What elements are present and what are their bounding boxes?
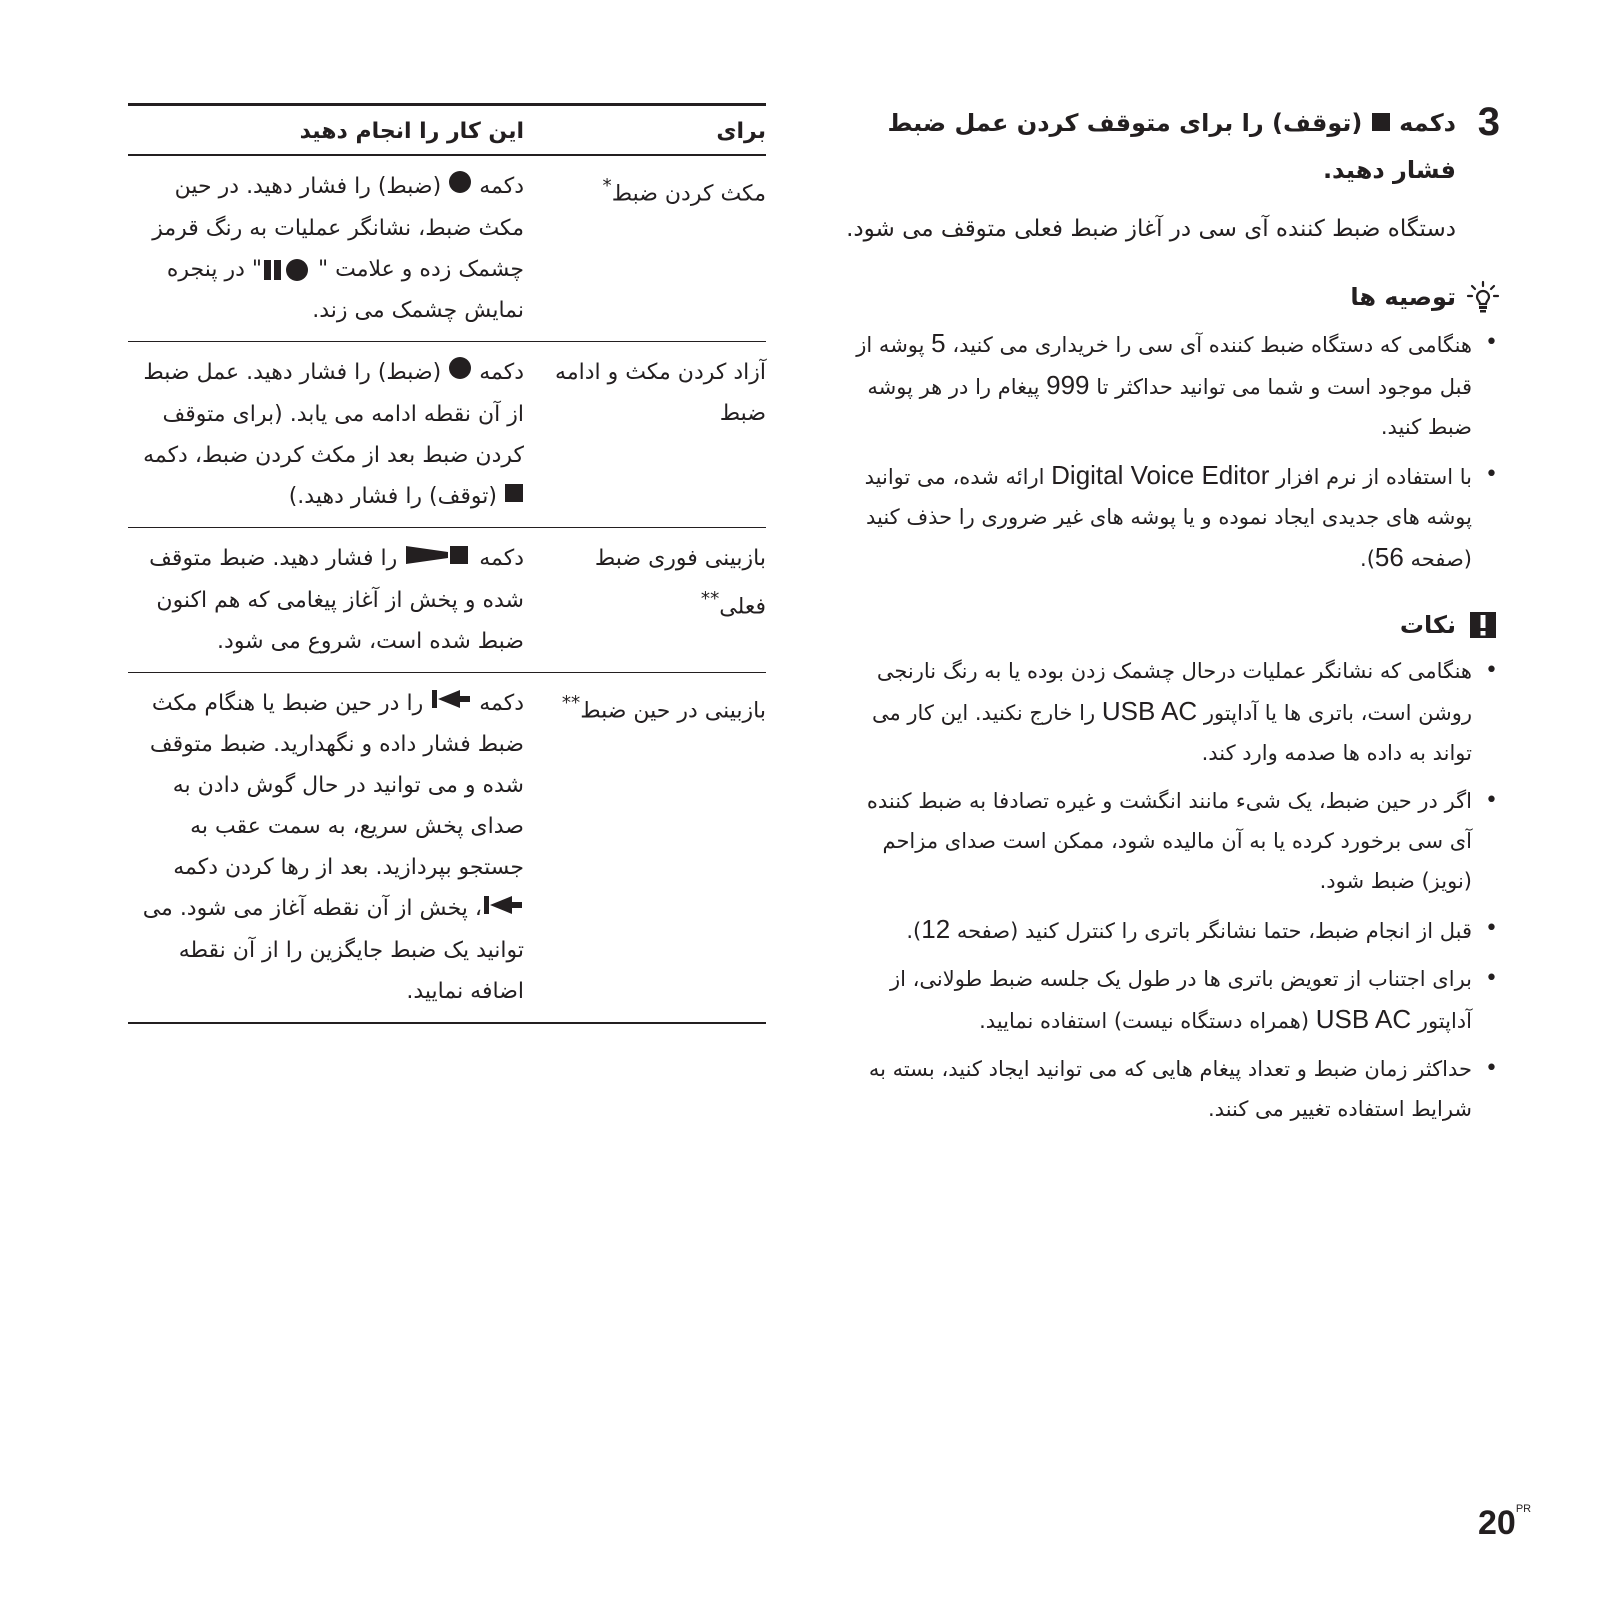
tips-heading xyxy=(840,277,1500,317)
note-text: اگر در حین ضبط، یک شیء مانند انگشت و غیره تصادفا به ضبط کننده آی سی برخورد کرده یا به آن مالیده شود، ممکن است صدای مزاحم (نویز) ضبط شود. xyxy=(866,789,1472,893)
rewind-icon xyxy=(430,683,472,724)
note-text: هنگامی که نشانگر عملیات درحال چشمک زدن بوده یا به رنگ نارنجی روشن است، باتری ها یا آداپتور xyxy=(876,659,1472,725)
tips-heading-text: توصیه ها xyxy=(1350,283,1456,311)
cell-text: دکمه xyxy=(479,360,524,385)
tip-number: 5 xyxy=(931,328,946,358)
note-item xyxy=(840,651,1500,773)
right-column xyxy=(840,100,1500,1137)
table-cell-do xyxy=(128,672,524,1023)
step-title xyxy=(840,100,1456,193)
tip-text: با استفاده از نرم افزار xyxy=(1276,465,1472,489)
cell-text: آزاد کردن مکث و ادامه ضبط xyxy=(555,360,766,426)
note-item xyxy=(840,959,1500,1041)
tip-text: پیغام را در هر پوشه ضبط کنید. xyxy=(867,375,1472,439)
note-item xyxy=(840,781,1500,901)
table-cell-do xyxy=(128,342,524,528)
function-table xyxy=(128,103,766,1024)
page-reference: 56 xyxy=(1374,542,1404,572)
note-text: برای اجتناب از تعویض باتری ها در طول یک جلسه ضبط طولانی، از آداپتور xyxy=(889,967,1472,1033)
cell-text: (توقف) را فشار دهید.) xyxy=(288,483,497,509)
table-cell-do xyxy=(128,528,524,673)
cell-text: را فشار دهید. ضبط متوقف شده و پخش از آغاز پیغامی که هم اکنون ضبط شده است، شروع می شود. xyxy=(149,546,524,654)
software-name: Digital Voice Editor xyxy=(1051,460,1270,490)
page-reference: 12 xyxy=(921,914,951,944)
cell-text: را در حین ضبط یا هنگام مکث ضبط فشار داده و نگهدارید. ضبط متوقف شده و می توانید در حال گوش دادن به صدای پخش سریع، به سمت عقب به جستجو بپردازید. بعد از رها کردن دکمه xyxy=(149,690,524,880)
cell-text: دکمه xyxy=(479,546,524,571)
cell-text: (ضبط) را فشار دهید. در حین مکث ضبط، نشانگر عملیات به رنگ قرمز چشمک زده و علامت xyxy=(152,174,524,282)
lightbulb-icon xyxy=(1466,280,1500,314)
note-item xyxy=(840,1049,1500,1129)
rewind-icon xyxy=(482,889,524,930)
note-text: حداکثر زمان ضبط و تعداد پیغام هایی که می توانید ایجاد کنید، بسته به شرایط استفاده تغییر می کنند. xyxy=(868,1057,1472,1121)
tip-text: هنگامی که دستگاه ضبط کننده آی سی را خریداری می کنید، xyxy=(952,333,1472,357)
page-number-value: 20 xyxy=(1478,1504,1516,1542)
cell-text: دکمه xyxy=(479,690,524,716)
note-text: قبل از انجام ضبط، حتما نشانگر باتری را کنترل کنید (صفحه xyxy=(956,919,1472,943)
tip-item xyxy=(840,455,1500,579)
tip-number: 999 xyxy=(1046,370,1090,400)
table-cell-for xyxy=(524,672,766,1023)
footnote-mark: ** xyxy=(561,692,581,714)
table-cell-for xyxy=(524,528,766,673)
table-row xyxy=(128,528,766,673)
note-text: ). xyxy=(906,919,922,943)
notes-list xyxy=(840,651,1500,1129)
step-body: دستگاه ضبط کننده آی سی در آغاز ضبط فعلی متوقف می شود. xyxy=(846,216,1456,242)
step-number: 3 xyxy=(1477,100,1500,144)
record-circle-icon xyxy=(448,353,472,394)
note-item xyxy=(840,909,1500,951)
tip-text: ارائه شده، می توانید پوشه های جدیدی ایجاد نموده و یا پوشه های غیر ضروری را حذف کنید (صفحه xyxy=(864,465,1472,571)
note-text: را خارج نکنید. این کار می تواند به داده ها صدمه وارد کند. xyxy=(871,701,1472,765)
column-header-do: این کار را انجام دهید xyxy=(128,105,524,156)
page-number-suffix: PR xyxy=(1515,1503,1532,1515)
table xyxy=(128,103,766,1024)
notes-heading-text: نکات xyxy=(1399,611,1456,639)
pause-record-icon: "" xyxy=(251,257,329,282)
table-row xyxy=(128,672,766,1023)
cell-text: مکث کردن ضبط xyxy=(611,181,766,207)
tips-list xyxy=(840,323,1500,579)
footnote-mark: ** xyxy=(700,589,720,610)
table-cell-do xyxy=(128,155,524,342)
stop-square-icon xyxy=(504,476,524,517)
cell-text: در پنجره نمایش چشمک می زند. xyxy=(166,256,524,323)
cell-text: (ضبط) را فشار دهید. عمل ضبط از آن نقطه ادامه می یابد. (برای متوقف کردن ضبط بعد از مکث کردن ضبط، دکمه xyxy=(143,360,524,468)
cell-text: دکمه xyxy=(479,174,524,199)
cell-text: ، پخش از آن نقطه آغاز می شود. می توانید یک ضبط جایگزین را از آن نقطه اضافه نمایید. xyxy=(142,896,524,1004)
table-cell-for xyxy=(524,342,766,528)
column-header-for: برای xyxy=(524,105,766,156)
note-text: (همراه دستگاه نیست) استفاده نمایید. xyxy=(979,1009,1310,1033)
table-row xyxy=(128,155,766,342)
cell-text: بازبینی فوری ضبط فعلی xyxy=(594,546,766,620)
cell-text: بازبینی در حین ضبط xyxy=(580,697,766,723)
tip-text: ). xyxy=(1360,547,1375,571)
table-row xyxy=(128,342,766,528)
step-title-start: دکمه xyxy=(1399,109,1456,137)
exclamation-icon xyxy=(1466,608,1500,642)
adapter-name: USB AC xyxy=(1315,1004,1412,1034)
notes-heading xyxy=(840,605,1500,645)
footnote-mark: * xyxy=(602,176,612,197)
adapter-name: USB AC xyxy=(1101,696,1198,726)
table-header-row xyxy=(128,105,766,156)
tip-item xyxy=(840,323,1500,447)
stop-square-icon xyxy=(1371,101,1391,147)
tip-text: پوشه از قبل موجود است و شما می توانید حداکثر تا xyxy=(856,333,1472,399)
stop-play-icon xyxy=(404,539,472,580)
step-title-end: (توقف) را برای متوقف کردن عمل ضبط فشار دهید. xyxy=(887,109,1456,184)
table-cell-for xyxy=(524,155,766,342)
record-circle-icon xyxy=(448,167,472,208)
page-number xyxy=(1478,1503,1532,1542)
